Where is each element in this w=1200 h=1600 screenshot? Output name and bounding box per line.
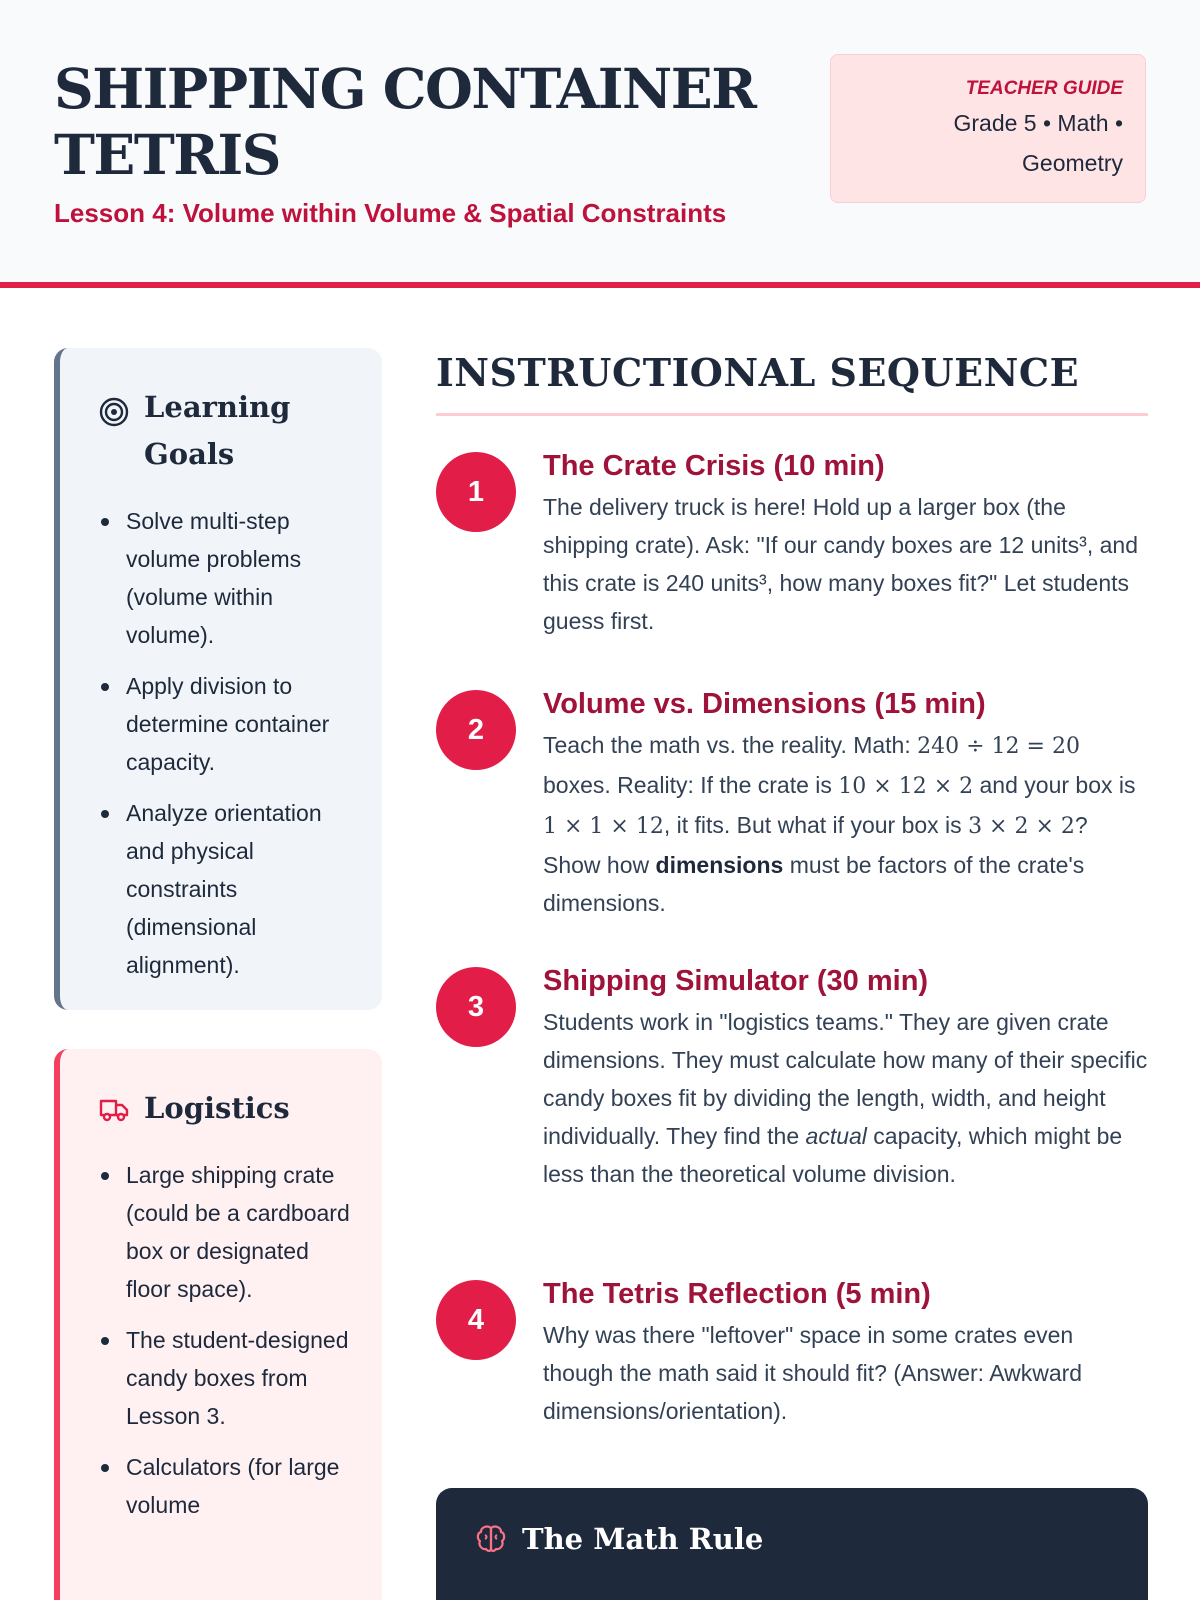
learning-goals-title: Learning Goals: [144, 390, 291, 471]
list-item: Apply division to determine container capacity.: [98, 667, 354, 781]
math-rule-title: The Math Rule: [522, 1522, 764, 1556]
math-expression: 3 × 2 × 2: [968, 814, 1075, 839]
step-title: Volume vs. Dimensions (15 min): [543, 688, 986, 720]
lesson-subtitle: Lesson 4: Volume within Volume & Spatial Constraints: [54, 198, 727, 228]
step-text: [543, 1003, 1148, 1193]
math-expression: 1 × 1 × 12: [543, 814, 664, 839]
target-icon: [98, 396, 130, 428]
logistics-list: [98, 1156, 354, 1524]
step-body: [543, 444, 1148, 640]
logistics-card: [54, 1049, 382, 1600]
step-number-badge: 2: [436, 690, 516, 770]
page-header: [0, 0, 1200, 288]
learning-goals-card: [54, 348, 382, 1010]
logistics-title: Logistics: [144, 1091, 290, 1125]
page-title: SHIPPING CONTAINER TETRIS: [54, 56, 756, 187]
text-run: ? Show how: [543, 812, 1088, 878]
list-item: Solve multi-step volume problems (volume within volume).: [98, 502, 354, 654]
learning-goals-header: [98, 384, 354, 478]
step-body: [543, 682, 1148, 922]
text-run: boxes. Reality: If the crate is: [543, 772, 839, 798]
list-item: The student-designed candy boxes from Lesson 3.: [98, 1321, 354, 1435]
learning-goals-list: [98, 502, 354, 984]
bold-term: dimensions: [655, 852, 784, 878]
step-number-badge: 1: [436, 452, 516, 532]
step-body: [543, 1272, 1148, 1430]
math-rule-header: [474, 1522, 1110, 1556]
math-expression: 10 × 12 × 2: [838, 774, 974, 799]
text-run: Students work in "logistics teams." They are given crate dimensions. They must calculate how many of their specific candy boxes fit by dividing the length, width, and height individually. They find the: [543, 1009, 1148, 1149]
step-text: [543, 726, 1148, 922]
step-number-badge: 4: [436, 1280, 516, 1360]
step-title: The Crate Crisis (10 min): [543, 450, 885, 482]
list-item: Analyze orientation and physical constraints (dimensional alignment).: [98, 794, 354, 984]
step-text: Why was there "leftover" space in some crates even though the math said it should fit? (Answer: Awkward dimensions/orientation).: [543, 1322, 1083, 1424]
text-run: must be factors of the crate's dimensions.: [543, 852, 1085, 916]
step-text: The delivery truck is here! Hold up a larger box (the shipping crate). Ask: "If our candy boxes are 12 units³, and this crate is 240 units³, how many boxes fit?" Let students guess first.: [543, 494, 1138, 634]
italic-term: actual: [805, 1123, 867, 1149]
step-title: Shipping Simulator (30 min): [543, 965, 929, 997]
math-expression: 240 ÷ 12 = 20: [917, 734, 1080, 759]
list-item: Calculators (for large volume: [98, 1448, 354, 1524]
text-run: capacity, which might be less than the theoretical volume division.: [543, 1123, 1123, 1187]
guide-tag: TEACHER GUIDE: [965, 78, 1123, 99]
logistics-header: [98, 1085, 354, 1132]
text-run: and your box is: [973, 772, 1136, 798]
step-number-badge: 3: [436, 967, 516, 1047]
brain-icon: [474, 1522, 508, 1556]
section-title: INSTRUCTIONAL SEQUENCE: [436, 350, 1080, 395]
section-divider: [436, 413, 1148, 416]
text-run: Teach the math vs. the reality. Math:: [543, 732, 918, 758]
truck-icon: [98, 1093, 130, 1125]
guide-info: Grade 5 • Math • Geometry: [953, 110, 1123, 176]
teacher-guide-badge: [830, 54, 1146, 203]
math-rule-panel: [436, 1488, 1148, 1600]
text-run: , it fits. But what if your box is: [663, 812, 969, 838]
step-body: [543, 959, 1148, 1193]
list-item: Large shipping crate (could be a cardboard box or designated floor space).: [98, 1156, 354, 1308]
step-title: The Tetris Reflection (5 min): [543, 1278, 931, 1310]
